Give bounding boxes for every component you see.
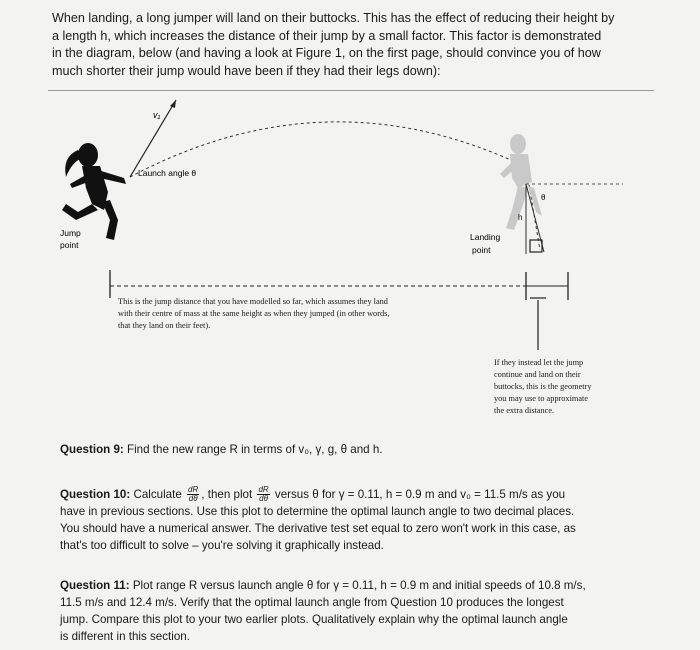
- intro-line: in the diagram, below (and having a look at Figure 1, on the first page, should convince you of how: [52, 46, 601, 60]
- instead-text-line: buttocks, this is the geometry: [494, 382, 592, 391]
- instead-text-line: continue and land on their: [494, 370, 581, 379]
- landing-box: [530, 240, 542, 252]
- question-10: [60, 486, 576, 554]
- intro-line: a length h, which increases the distance of their jump by a small factor. This factor is demonstrated: [52, 28, 602, 43]
- launch-angle-label: Launch angle θ: [138, 168, 197, 178]
- jump-point-label-line1: Jump: [60, 228, 81, 238]
- question-10-line: You should have a numerical answer. The derivative test set equal to zero won't work in this case, as: [60, 522, 576, 536]
- instead-text-line: the extra distance.: [494, 406, 555, 415]
- modelled-text-line: that they land on their feet).: [118, 321, 211, 330]
- question-11-label: Question 11:: [60, 579, 130, 592]
- question-10-line: have in previous sections. Use this plot to determine the optimal launch angle to two decimal places.: [60, 505, 575, 519]
- h-label: h: [518, 213, 523, 222]
- question-11-line: jump. Compare this plot to your two earlier plots. Qualitatively explain why the optimal launch angle: [60, 613, 568, 626]
- long-jump-diagram: [48, 92, 658, 437]
- question-10-label: Question 10:: [60, 488, 131, 501]
- landing-point-label-line1: Landing: [470, 232, 501, 242]
- jumper-silhouette-icon: [62, 143, 126, 240]
- question-11-line: 11.5 m/s and 12.4 m/s. Verify that the optimal launch angle from Question 10 produces the longest: [60, 596, 564, 609]
- question-10-then-plot: , then plot: [201, 488, 253, 501]
- section-divider: [48, 90, 654, 91]
- fraction-denominator: dθ: [259, 494, 268, 504]
- modelled-text-line: with their centre of mass at the same height as when they jumped (in other words,: [118, 309, 390, 318]
- question-11-line: is different in this section.: [60, 630, 190, 643]
- v1-label: v₁: [153, 110, 161, 120]
- question-10-calc: Calculate: [133, 488, 182, 501]
- landing-point-label-line2: point: [472, 245, 491, 255]
- fraction-numerator: dR: [188, 485, 199, 495]
- instead-text-line: If they instead let the jump: [494, 358, 584, 367]
- fraction-denominator: dθ: [188, 494, 198, 504]
- theta-label: θ: [541, 193, 546, 202]
- question-11-line: Plot range R versus launch angle θ for γ = 0.11, h = 0.9 m and initial speeds of 10.8 m/s,: [132, 579, 586, 592]
- intro-line: When landing, a long jumper will land on their buttocks. This has the effect of reducing their height by: [52, 11, 615, 25]
- question-11: [60, 577, 586, 645]
- modelled-text-line: This is the jump distance that you have modelled so far, which assumes they land: [118, 297, 388, 306]
- intro-line: much shorter their jump would have been if they had their legs down):: [52, 63, 441, 78]
- jump-point-label-line2: point: [60, 240, 79, 250]
- intro-paragraph: [52, 10, 662, 80]
- question-9: [60, 441, 383, 458]
- velocity-arrowhead: [170, 100, 176, 108]
- instead-text-line: you may use to approximate: [494, 394, 589, 403]
- question-9-text: Find the new range R in terms of v₀, γ, g, θ and h.: [127, 443, 383, 456]
- derivative-fraction: [257, 486, 269, 503]
- question-9-label: Question 9:: [60, 443, 124, 456]
- question-10-line: that's too difficult to solve – you're solving it graphically instead.: [60, 539, 384, 553]
- derivative-fraction: [187, 486, 199, 503]
- question-10-rest: versus θ for γ = 0.11, h = 0.9 m and v₀ = 11.5 m/s as you: [274, 488, 566, 501]
- fraction-numerator: dR: [258, 485, 269, 495]
